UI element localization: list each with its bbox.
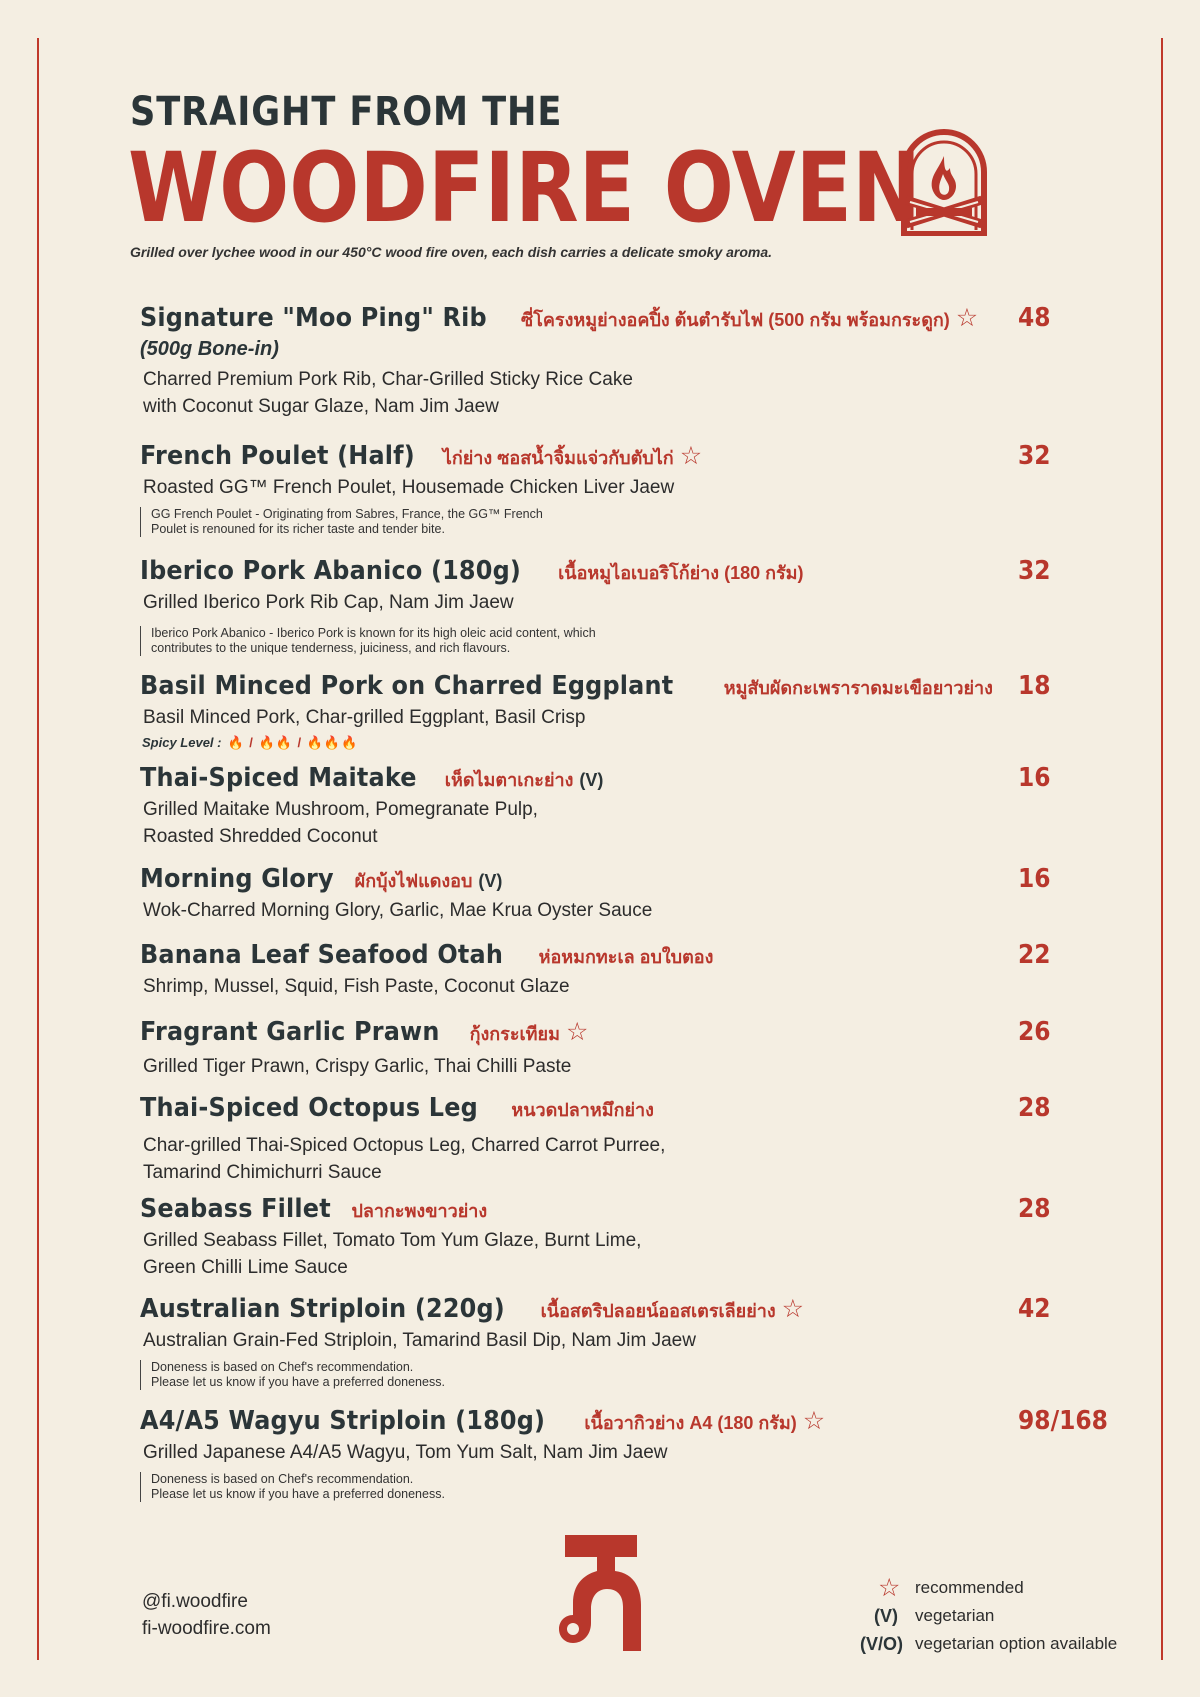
dish-description-line: Basil Minced Pork, Char-grilled Eggplant, Basil Crisp [143,707,586,728]
dish-price: 28 [1018,1194,1051,1224]
dish-description-line: Shrimp, Mussel, Squid, Fish Paste, Coconut Glaze [143,976,570,997]
dish-thai-name: เนื้อวากิวย่าง A4 (180 กรัม) [584,1413,797,1433]
dish-price: 22 [1018,940,1051,970]
dish-note-line: Please let us know if you have a preferred doneness. [151,1375,445,1389]
dish-description-line: with Coconut Sugar Glaze, Nam Jim Jaew [143,396,499,417]
brand-logo [557,1531,645,1655]
dish-description-line: Grilled Japanese A4/A5 Wagyu, Tom Yum Salt, Nam Jim Jaew [143,1442,668,1463]
recommended-star-icon: ☆ [802,1407,826,1435]
dish-description-line: Charred Premium Pork Rib, Char-Grilled Sticky Rice Cake [143,369,633,390]
dish-description-line: Grilled Tiger Prawn, Crispy Garlic, Thai Chilli Paste [143,1056,572,1077]
menu-item [140,863,1140,924]
dish-description [140,366,1140,420]
dish-thai-name: ห่อหมกทะเล อบใบตอง [538,947,714,967]
menu-item [140,939,1140,1000]
vegetarian-key: (V) [874,1606,898,1626]
dish-description [140,704,1140,731]
menu-item [140,670,1140,751]
legend-label: vegetarian option available [915,1634,1118,1653]
menu-item [140,1293,1140,1390]
dish-subtitle: (500g Bone-in) [140,338,279,360]
header-tagline: Grilled over lychee wood in our 450°C wood fire oven, each dish carries a delicate smoky aroma. [130,244,773,260]
dish-description [140,474,1140,501]
dish-description-line: Grilled Seabass Fillet, Tomato Tom Yum Glaze, Burnt Lime, [143,1230,642,1251]
recommended-star-icon: ☆ [679,442,703,470]
spicy-level [140,735,1140,751]
dish-description [140,1327,1140,1354]
menu-item [140,1092,1140,1186]
right-border-rule [1161,38,1163,1660]
dish-description [140,1053,1140,1080]
dish-description-line: Char-grilled Thai-Spiced Octopus Leg, Charred Carrot Purree, [143,1135,666,1156]
spicy-level-label: Spicy Level : [142,735,222,750]
dish-description-line: Roasted GG™ French Poulet, Housemade Chicken Liver Jaew [143,477,675,498]
dish-description [140,973,1140,1000]
legend-label: vegetarian [915,1606,995,1625]
dish-name: Australian Striploin (220g) [140,1294,505,1324]
dish-description [140,897,1140,924]
dish-thai-name: ปลากะพงขาวย่าง [351,1201,488,1221]
dish-description-line: Grilled Maitake Mushroom, Pomegranate Pulp, [143,799,538,820]
woodfire-oven-icon [896,126,992,236]
dish-note-line: Doneness is based on Chef's recommendation. [151,1472,414,1486]
dish-description-line: Tamarind Chimichurri Sauce [143,1162,382,1183]
menu-item [140,440,1140,537]
dish-name: Thai-Spiced Maitake [140,763,417,793]
menu-item [140,1193,1140,1281]
dish-note-line: contributes to the unique tenderness, juiciness, and rich flavours. [151,641,511,655]
vegetarian-badge: (V) [478,871,503,891]
dish-thai-name: เนื้อสตริปลอยน์ออสเตรเลียย่าง [540,1301,776,1321]
dish-name: A4/A5 Wagyu Striploin (180g) [140,1406,546,1436]
dish-price: 48 [1018,303,1051,333]
legend-label: recommended [915,1578,1024,1597]
dish-description [140,796,1140,850]
dish-note-line: Doneness is based on Chef's recommendation. [151,1360,414,1374]
dish-note [140,1472,700,1502]
instagram-handle[interactable]: @fi.woodfire [142,1591,248,1612]
dish-name: Banana Leaf Seafood Otah [140,940,504,970]
dish-price: 16 [1018,864,1051,894]
vegetarian-option-key: (V/O) [860,1634,903,1654]
dish-price: 42 [1018,1294,1051,1324]
dish-thai-name: ไก่ย่าง ซอสน้ำจิ้มแจ่วกับตับไก่ [442,448,674,468]
dish-name: Basil Minced Pork on Charred Eggplant [140,671,674,701]
recommended-star-icon: ☆ [955,304,979,332]
dish-name: Signature "Moo Ping" Rib [140,303,487,333]
recommended-star-icon: ☆ [781,1295,805,1323]
dish-price: 32 [1018,556,1051,586]
dish-name: Thai-Spiced Octopus Leg [140,1093,478,1123]
dish-price: 28 [1018,1093,1051,1123]
dish-description-line: Green Chilli Lime Sauce [143,1257,348,1278]
dish-description [140,589,1140,616]
header-kicker: STRAIGHT FROM THE [130,89,563,135]
social-links [142,1588,271,1642]
menu-item [140,762,1140,850]
dish-note [140,507,700,537]
dish-description-line: Australian Grain-Fed Striploin, Tamarind Basil Dip, Nam Jim Jaew [143,1330,696,1351]
dish-name: Morning Glory [140,864,334,894]
chilli-flame-icon: 🔥 / 🔥🔥 / 🔥🔥🔥 [227,735,359,750]
section-title: WOODFIRE OVEN [128,132,922,244]
dish-thai-name: เห็ดไมตาเกะย่าง [444,770,574,790]
dish-name: Seabass Fillet [140,1194,331,1224]
dish-description-line: Wok-Charred Morning Glory, Garlic, Mae Krua Oyster Sauce [143,900,653,921]
vegetarian-badge: (V) [579,770,604,790]
dish-thai-name: หมูสับผัดกะเพราราดมะเขือยาวย่าง [723,678,993,698]
dish-description [140,1439,1140,1466]
dish-thai-name: หนวดปลาหมึกย่าง [511,1100,654,1120]
dish-thai-name: ซี่โครงหมูย่างอคปิ้ง ต้นตำรับไฟ (500 กรัม พร้อมกระดูก) [520,310,950,330]
menu-item [140,1016,1140,1080]
dish-thai-name: ผักบุ้งไฟแดงอบ [354,871,473,891]
recommended-star-icon: ☆ [878,1574,901,1602]
menu-header [128,88,1030,260]
dish-note-line: Iberico Pork Abanico - Iberico Pork is known for its high oleic acid content, which [151,626,596,640]
dish-name: Fragrant Garlic Prawn [140,1017,440,1047]
dish-note-line: Please let us know if you have a preferred doneness. [151,1487,445,1501]
menu-item [140,555,1140,656]
dish-price: 18 [1018,671,1051,701]
dish-description [140,1132,1140,1186]
dish-name: French Poulet (Half) [140,441,415,471]
menu-item [140,302,1140,420]
dish-price: 16 [1018,763,1051,793]
dish-name: Iberico Pork Abanico (180g) [140,556,522,586]
dish-note-line: GG French Poulet - Originating from Sabres, France, the GG™ French [151,507,543,521]
dish-price: 98/168 [1018,1406,1108,1436]
dish-thai-name: เนื้อหมูไอเบอริโก้ย่าง (180 กรัม) [558,563,804,583]
recommended-star-icon: ☆ [565,1018,589,1046]
dish-description [140,1227,1140,1281]
menu-item [140,1405,1140,1502]
dish-note [140,626,700,656]
dish-note-line: Poulet is renouned for its richer taste and tender bite. [151,522,445,536]
dish-description-line: Roasted Shredded Coconut [143,826,378,847]
dish-thai-name: กุ้งกระเทียม [469,1024,560,1044]
dish-price: 32 [1018,441,1051,471]
website-link[interactable]: fi-woodfire.com [142,1618,271,1639]
dish-note [140,1360,700,1390]
left-border-rule [37,38,39,1660]
dish-price: 26 [1018,1017,1051,1047]
dish-description-line: Grilled Iberico Pork Rib Cap, Nam Jim Jaew [143,592,514,613]
